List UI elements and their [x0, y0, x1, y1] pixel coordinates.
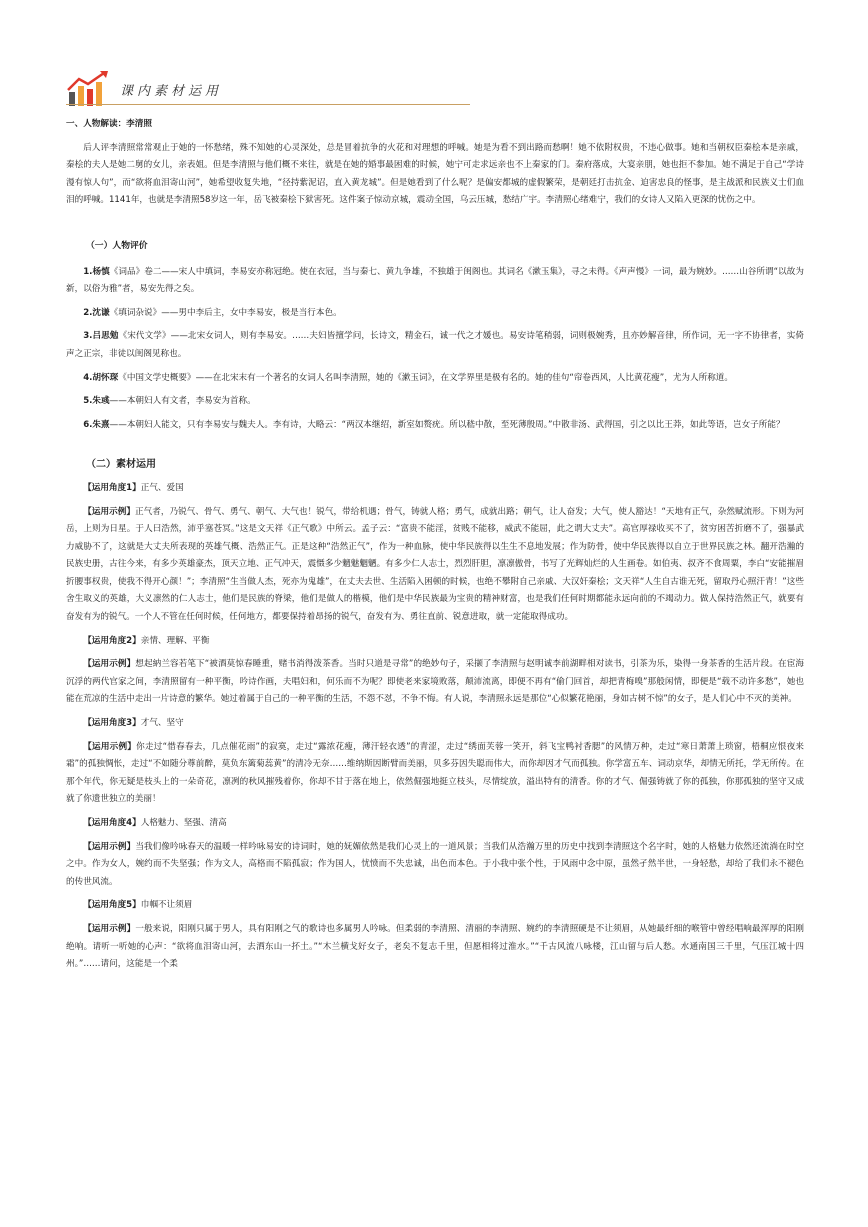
evaluation-item: 4.胡怀琛《中国文学史概要》——在北宋末有一个著名的女词人名叫李清照，她的《漱玉词》，在文学界里是极有名的。她的佳句“帘卷西风，人比黄花瘦”，尤为人所称道。 [83, 372, 733, 383]
brand-title: 课内素材运用 [120, 84, 223, 99]
evaluation-item: 2.沈谦《填词杂说》——男中李后主，女中李易安，极是当行本色。 [83, 307, 342, 318]
usage-example: 【运用示例】正气者，乃锐气、骨气、勇气、朝气、大气也！锐气，带给机遇；骨气，铸就人格；勇气，成就出路；朝气，让人奋发；大气，使人豁达！“天地有正气，杂然赋流形。下则为河岳，上则为日星。于人曰浩然，沛乎塞苍冥。”这是文天祥《正气歌》中所云。孟子云：“富贵不能淫，贫贱不能移，威武不能屈，此之谓大丈夫”。高官厚禄收买不了，贫穷困苦折磨不了，强暴武力威胁不了，这就是大丈夫所表现的英雄气概、浩然正气。正是这种“浩然正气”，作为一种血脉，使中华民族得以生生不息地发展；作为防骨，使中华民族得以自立于世界民族之林。翻开浩瀚的民族史册，古往今来，有多少英雄豪杰，顶天立地、正气冲天，震慑多少魑魅魍魉。有多少仁人志士，烈烈肝胆，凛凛傲骨，书写了光辉灿烂的人生画卷。如伯夷、叔齐不食周粟，李白“安能摧眉折腰事权贵，使我不得开心颜！”；李清照“生当做人杰，死亦为鬼雄”，在丈夫去世、生活陷入困顿的时候，也绝不攀附自己亲戚、大汉奸秦桧；文天祥“人生自古谁无死，留取丹心照汗青！”这些舍生取义的英雄，大义凛然的仁人志士，他们是民族的脊梁，他们是做人的楷模，他们是中华民族最为宝贵的精神财富，也是我们任何时期都能永远向前的不竭动力。做人保持浩然正气，就要有奋发有为的锐气。一个人不管在任何时候，任何地方，都要保持着昂扬的锐气，奋发有为、勇往直前、锐意进取，就一定能取得成功。 [66, 506, 804, 623]
usage-example: 【运用示例】当我们像吟咏春天的温暖一样吟咏易安的诗词时，她的妩媚依然是我们心灵上的一道风景；当我们从浩瀚万里的历史中找到李清照这个名字时，她的人格魅力依然还流淌在时空之中。作为女人，婉约而不失坚强；作为文人，高格而不陷孤寂；作为国人，忧愤而不失忠诚，出色而本色。于小我中张个性，于风雨中念中原，虽然孑然半世，一身轻愁，却给了我们永不褪色的传世风流。 [66, 841, 804, 887]
usage-example: 【运用示例】一般来说，阳刚只属于男人，具有阳刚之气的歌诗也多属男人吟咏。但柔弱的李清照、清丽的李清照、婉约的李清照硬是不让须眉，从她最纤细的喉管中曾经唱响最浑厚的阳刚绝响。请听一听她的心声：“欲将血泪寄山河，去洒东山一抔土。”“木兰横戈好女子，老矣不复志千里，但愿相将过淮水。”“千古风流八咏楼，江山留与后人愁。水通南国三千里，气压江城十四州。”……请问，这能是一个柔 [66, 923, 804, 970]
usage-angle-heading: 【运用角度4】人格魅力、坚强、清高 [83, 818, 227, 828]
usage-angle-heading: 【运用角度3】才气、坚守 [83, 718, 184, 729]
usage-angle-heading: 【运用角度2】亲情、理解、平衡 [83, 635, 210, 646]
evaluation-item: 5.朱彧——本朝妇人有文者，李易安为首称。 [83, 396, 256, 407]
evaluation-item: 6.朱熹——本朝妇人能文，只有李易安与魏夫人。李有诗，大略云：“两汉本继绍，新室如赘疣。所以嵇中散，至死薄殷周。”中散非汤、武得国，引之以比王莽，如此等语，岂女子所能？ [83, 419, 785, 430]
usage-example: 【运用示例】你走过“惜春春去，几点催花雨”的寂寞，走过“露浓花瘦，薄汗轻衣透”的青涩，走过“绣面芙蓉一笑开，斜飞宝鸭衬香腮”的风情万种，走过“寒日萧萧上琐窗，梧桐应恨夜来霜”的孤独惆怅，走过“不如随分尊前醉，莫负东篱菊蕊黄”的清冷无奈……维纳斯因断臂而美丽，贝多芬因失聪而伟大，而你却因才气而孤独。你学富五车、词动京华，却情无所托，学无所传。在那个年代，你无疑是枝头上的一朵奇花，凛冽的秋风摧残着你，你却不甘于落在地上，依然倔强地挺立枝头，尽情绽放，溢出特有的清香。你的才气、倔强铸就了你的孤独，你那孤独的坚守又成就了你遗世独立的美丽！ [66, 741, 804, 805]
usage-example: 【运用示例】想起納兰容若笔下“被酒莫惊春睡重，赌书消得泼茶香。当时只道是寻常”的绝妙句子，采撷了李清照与赵明诚李前湖畔相对读书，引茶为乐，染得一身茶香的生活片段。在宦海沉浮的两代官家之间，李清照留有一种平衡，吟诗作画，夫唱妇和，何乐而不为呢？即使老来家境败落，颠沛流离，即便不再有“偷门回首，却把青梅嗅”那般闲情，即便是“载不动许多愁”，她也能在荒凉的生活中走出一片诗意的繁华。她过着属于自己的一种平衡的生活，不怨不怼，不争不悔。有人说，李清照永远是那位“心似繁花艳丽，身如古树不惊”的女子，是人们心中不灭的美神。 [66, 659, 804, 705]
section-title-evaluation: （一）人物评价 [86, 240, 148, 251]
usage-angle-heading: 【运用角度5】巾帼不让须眉 [83, 900, 193, 911]
section-title-material-use: （二）素材运用 [86, 459, 156, 471]
person-intro-paragraph: 后人评李清照常常观止于她的一怀愁绪，殊不知她的心灵深处，总是冒着抗争的火花和对理想的呼喊。她是为看不到出路而愁啊！她不依附权贵，不违心做事。她和当朝权臣秦桧本是亲戚，秦桧的夫人是她二舅的女儿，亲表姐。但是李清照与他们概不来往，就是在她的婚事最困难的时候，她宁可走求远亲也不上秦家的门。秦府落成，大宴亲朋，她也拒不参加。她不满足于自己“学诗漫有惊人句”，而“欲将血泪寄山河”，她希望收复失地，“径持紫泥诏，直入黄龙城”。但是她看到了什么呢？是偏安都城的虚假繁荣，是朝廷打击抗金、迫害忠良的怪事，是主战派和民族义士们血泪的呼喊。1141年，也就是李清照58岁这一年，岳飞被秦桧下狱害死。这件案子惊动京城，震动全国，乌云压城，愁结广宇。李清照心绪难宁，我们的女诗人又陷入更深的忧伤之中。 [66, 142, 804, 206]
evaluation-item: 1.杨慎《词品》卷二——宋人中填词，李易安亦称冠绝。使在衣冠，当与秦七、黄九争雄，不独雄于闺阁也。其词名《漱玉集》，寻之未得。《声声慢》一词，最为婉妙。……山谷所谓“以故为新，以俗为雅”者，易安先得之矣。 [66, 266, 805, 295]
usage-angle-heading: 【运用角度1】正气、爱国 [83, 482, 184, 493]
main-content [66, 116, 804, 980]
section-title-person: 一、人物解读：李清照 [66, 119, 152, 129]
rising-bar-chart-logo-icon [66, 70, 112, 108]
header-divider [66, 104, 470, 105]
evaluation-item: 3.吕思勉《宋代文学》——北宋女词人，则有李易安。……夫妇皆擅学问，长诗文，精金石，诚一代之才媛也。易安诗笔稍弱，词则极婉秀，且亦妙解音律，所作词，无一字不协律者，实倚声之正宗，非徒以闺阁见称也。 [66, 331, 804, 359]
